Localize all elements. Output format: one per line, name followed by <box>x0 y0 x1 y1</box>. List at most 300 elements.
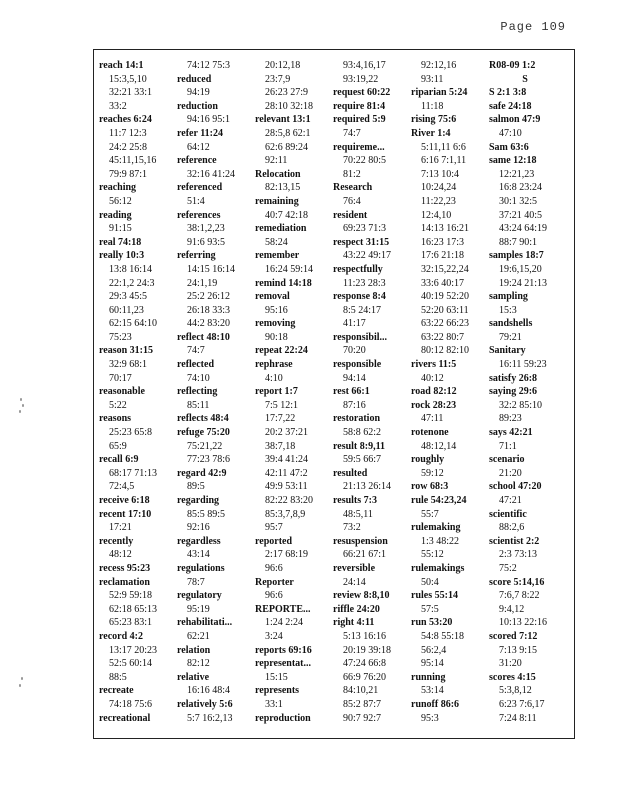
index-entry-ref: 44:2 83:20 <box>187 318 231 330</box>
index-entry-ref: 38:7,18 <box>265 440 296 452</box>
index-entry-ref: 88:5 <box>109 671 127 683</box>
index-entry-ref: 73:2 <box>343 522 361 534</box>
index-entry-ref: 23:7,9 <box>265 73 291 85</box>
index-entry-ref: 89:5 <box>187 481 205 493</box>
index-entry-ref: 92:11 <box>265 155 288 167</box>
index-entry-ref: 43:24 64:19 <box>499 223 548 235</box>
index-column-1 <box>99 59 177 739</box>
index-entry-term: running <box>411 671 446 683</box>
index-entry-ref: 32:9 68:1 <box>109 359 148 371</box>
index-entry-term: reflected <box>177 359 215 371</box>
index-entry-ref: 14:15 16:14 <box>187 263 236 275</box>
index-entry-term: reasons <box>99 413 132 425</box>
index-entry-ref: 58:24 <box>265 236 288 248</box>
index-entry-ref: 95:7 <box>265 522 283 534</box>
index-entry-ref: 52:9 59:18 <box>109 590 153 602</box>
index-entry-ref: 17:7,22 <box>265 413 296 425</box>
index-entry-ref: 13:17 20:23 <box>109 644 158 656</box>
index-entry-term: relative <box>177 671 210 683</box>
index-column-3 <box>255 59 333 739</box>
index-entry-term: right 4:11 <box>333 617 375 629</box>
index-entry-ref: 93:4,16,17 <box>343 60 386 71</box>
index-entry-ref: 88:7 90:1 <box>499 236 538 248</box>
index-entry-ref: 62:18 65:13 <box>109 603 158 615</box>
index-entry-term: rotenone <box>411 427 449 439</box>
index-entry-ref: 96:6 <box>265 590 283 602</box>
index-entry-term: rulemaking <box>411 522 461 534</box>
index-entry-ref: 85:3,7,8,9 <box>265 508 306 520</box>
index-entry-ref: 50:4 <box>421 576 439 588</box>
index-entry-term: references <box>177 209 221 221</box>
index-entry-ref: 52:20 63:11 <box>421 304 469 316</box>
index-entry-ref: 71:1 <box>499 440 517 452</box>
index-entry-ref: 28:5,8 62:1 <box>265 127 311 139</box>
index-entry-term: removal <box>255 291 290 303</box>
index-entry-ref: 22:1,2 24:3 <box>109 277 155 289</box>
index-entry-ref: 74:12 75:3 <box>187 60 231 71</box>
index-entry-ref: 56:2,4 <box>421 644 447 656</box>
index-entry-term: request 60:22 <box>333 87 391 99</box>
index-entry-ref: 95:14 <box>421 658 444 670</box>
index-entry-ref: 11:23 28:3 <box>343 277 386 289</box>
index-entry-term: relevant 13:1 <box>255 114 311 126</box>
index-entry-term: rehabilitati... <box>177 617 233 629</box>
scan-speck <box>21 677 23 680</box>
index-entry-ref: 94:14 <box>343 372 366 384</box>
index-entry-term: R08-09 1:2 <box>489 60 536 71</box>
index-entry-ref: 19:24 21:13 <box>499 277 548 289</box>
index-entry-ref: 78:7 <box>187 576 205 588</box>
index-entry-term: saying 29:6 <box>489 386 538 398</box>
index-entry-ref: 5:7 16:2,13 <box>187 712 233 724</box>
index-entry-term: refer 11:24 <box>177 127 224 139</box>
scan-speck <box>19 410 21 413</box>
index-entry-term: sandshells <box>489 318 533 330</box>
index-entry-ref: 95:3 <box>421 712 439 724</box>
index-entry-term: salmon 47:9 <box>489 114 541 126</box>
index-entry-term: rock 28:23 <box>411 399 457 411</box>
index-entry-term: remind 14:18 <box>255 277 312 289</box>
index-entry-term: school 47:20 <box>489 481 542 493</box>
index-entry-ref: 62:6 89:24 <box>265 141 309 153</box>
index-entry-term: recent 17:10 <box>99 508 152 520</box>
index-entry-term: REPORTE... <box>255 603 311 615</box>
index-entry-ref: 5:22 <box>109 399 127 411</box>
index-entry-term: runoff 86:6 <box>411 698 460 710</box>
index-entry-ref: 30:1 32:5 <box>499 195 538 207</box>
index-entry-term: response 8:4 <box>333 291 386 303</box>
index-entry-ref: 11:18 <box>421 100 444 112</box>
index-entry-term: satisfy 26:8 <box>489 372 538 384</box>
index-entry-ref: 40:12 <box>421 372 444 384</box>
index-entry-ref: 56:12 <box>109 195 132 207</box>
index-entry-term: rulemakings <box>411 562 465 574</box>
index-entry-term: reclamation <box>99 576 150 588</box>
index-entry-ref: 58:8 62:2 <box>343 427 382 439</box>
index-entry-term: resulted <box>333 467 368 479</box>
index-entry-ref: 7:13 9:15 <box>499 644 538 656</box>
index-entry-ref: 25:23 65:8 <box>109 427 153 439</box>
index-entry-term: require 81:4 <box>333 100 386 112</box>
index-entry-term: really 10:3 <box>99 250 145 262</box>
index-entry-ref: 75:2 <box>499 562 517 574</box>
index-entry-term: rule 54:23,24 <box>411 495 467 506</box>
index-entry-ref: 47:21 <box>499 495 522 506</box>
index-entry-term: scenario <box>489 454 525 466</box>
index-entry-ref: 29:3 45:5 <box>109 291 148 303</box>
index-entry-ref: 57:5 <box>421 603 439 615</box>
index-entry-ref: 32:2 85:10 <box>499 399 543 411</box>
index-entry-term: samples 18:7 <box>489 250 544 262</box>
index-entry-ref: 41:17 <box>343 318 366 330</box>
index-entry-ref: 59:12 <box>421 467 444 479</box>
index-entry-ref: 11:22,23 <box>421 195 456 207</box>
index-entry-term: reading <box>99 209 132 221</box>
index-entry-term: reach 14:1 <box>99 60 144 71</box>
index-entry-ref: 77:23 78:6 <box>187 454 231 466</box>
index-entry-ref: 21:20 <box>499 467 522 479</box>
index-entry-term: referring <box>177 250 216 262</box>
index-entry-ref: 37:21 40:5 <box>499 209 543 221</box>
index-entry-term: rules 55:14 <box>411 590 458 602</box>
index-entry-ref: 68:17 71:13 <box>109 467 158 479</box>
index-entry-ref: 1:3 48:22 <box>421 535 460 547</box>
index-entry-term: reflects 48:4 <box>177 413 229 425</box>
index-entry-ref: 5:3,8,12 <box>499 685 532 697</box>
index-entry-ref: 16:11 59:23 <box>499 359 547 371</box>
index-entry-term: reasonable <box>99 386 145 398</box>
index-entry-term: relatively 5:6 <box>177 698 233 710</box>
scan-speck <box>20 398 22 401</box>
index-entry-term: Relocation <box>255 168 301 180</box>
index-entry-ref: 33:1 <box>265 698 283 710</box>
index-entry-term: receive 6:18 <box>99 495 150 506</box>
index-entry-ref: 19:6,15,20 <box>499 263 542 275</box>
index-entry-ref: 74:7 <box>343 127 361 139</box>
index-entry-term: respectfully <box>333 263 383 275</box>
index-column-2 <box>177 59 255 739</box>
index-entry-ref: 92:16 <box>187 522 210 534</box>
index-entry-ref: 48:12,14 <box>421 440 457 452</box>
index-entry-ref: 9:4,12 <box>499 603 525 615</box>
scan-speck <box>22 404 24 407</box>
index-entry-term: riparian 5:24 <box>411 87 468 99</box>
index-entry-term: responsibil... <box>333 331 387 343</box>
index-entry-term: represents <box>255 685 300 697</box>
index-entry-ref: 8:5 24:17 <box>343 304 382 316</box>
index-entry-ref: 7:6,7 8:22 <box>499 590 540 602</box>
index-entry-term: review 8:8,10 <box>333 590 390 602</box>
index-entry-ref: 85:2 87:7 <box>343 698 382 710</box>
index-entry-ref: 84:10,21 <box>343 685 379 697</box>
index-entry-term: report 1:7 <box>255 386 298 398</box>
index-entry-term: Sam 63:6 <box>489 141 529 153</box>
index-entry-ref: 5:13 16:16 <box>343 630 387 642</box>
index-entry-term: recreational <box>99 712 151 724</box>
index-entry-ref: 15:3,5,10 <box>109 73 147 85</box>
index-entry-term: score 5:14,16 <box>489 576 545 588</box>
index-entry-term: remember <box>255 250 300 262</box>
index-entry-ref: 66:9 76:20 <box>343 671 387 683</box>
index-entry-ref: 7:5 12:1 <box>265 399 299 411</box>
index-entry-ref: 64:12 <box>187 141 210 153</box>
index-entry-term: rivers 11:5 <box>411 359 457 371</box>
index-entry-ref: 48:5,11 <box>343 508 373 520</box>
index-entry-ref: 20:2 37:21 <box>265 427 309 439</box>
index-entry-term: River 1:4 <box>411 127 451 139</box>
index-entry-ref: 63:22 80:7 <box>421 331 465 343</box>
index-entry-term: Reporter <box>255 576 294 588</box>
index-entry-ref: 85:5 89:5 <box>187 508 226 520</box>
index-entry-ref: 26:23 27:9 <box>265 87 309 99</box>
index-entry-term: remaining <box>255 195 299 207</box>
index-entry-term: says 42:21 <box>489 427 533 439</box>
index-entry-ref: 66:21 67:1 <box>343 549 387 561</box>
index-entry-ref: 2:3 73:13 <box>499 549 538 561</box>
index-entry-ref: 52:5 60:14 <box>109 658 153 670</box>
index-entry-ref: 48:12 <box>109 549 132 561</box>
index-entry-ref: 3:24 <box>265 630 283 642</box>
index-entry-ref: 13:8 16:14 <box>109 263 153 275</box>
index-entry-term: resident <box>333 209 368 221</box>
index-entry-term: sampling <box>489 291 528 303</box>
index-entry-term: reversible <box>333 562 376 574</box>
index-entry-ref: 91:6 93:5 <box>187 236 226 248</box>
index-entry-ref: 63:22 66:23 <box>421 318 470 330</box>
index-entry-ref: 38:1,2,23 <box>187 223 225 235</box>
index-entry-ref: 16:8 23:24 <box>499 182 543 194</box>
index-entry-term: removing <box>255 318 296 330</box>
index-column-6 <box>489 59 567 739</box>
index-entry-term: row 68:3 <box>411 481 449 493</box>
index-entry-term: remediation <box>255 223 307 235</box>
index-entry-ref: 6:23 7:6,17 <box>499 698 545 710</box>
index-entry-ref: 11:7 12:3 <box>109 127 147 139</box>
index-entry-term: scientist 2:2 <box>489 535 540 547</box>
index-entry-term: scores 4:15 <box>489 671 536 683</box>
index-entry-ref: 69:23 71:3 <box>343 223 387 235</box>
index-entry-term: reproduction <box>255 712 311 724</box>
index-entry-ref: 75:23 <box>109 331 132 343</box>
index-entry-ref: 70:22 80:5 <box>343 155 387 167</box>
index-entry-term: regard 42:9 <box>177 467 227 479</box>
index-entry-term: regardless <box>177 535 221 547</box>
index-entry-ref: 54:8 55:18 <box>421 630 465 642</box>
index-entry-term: reaching <box>99 182 137 194</box>
index-entry-ref: 82:13,15 <box>265 182 301 194</box>
index-entry-term: reference <box>177 155 217 167</box>
index-entry-ref: 15:3 <box>499 304 517 316</box>
index-entry-ref: 74:7 <box>187 345 205 357</box>
index-entry-ref: 43:22 49:17 <box>343 250 392 262</box>
index-entry-ref: 79:21 <box>499 331 522 343</box>
index-entry-term: recreate <box>99 685 134 697</box>
index-entry-term: reason 31:15 <box>99 345 153 357</box>
index-entry-term: rephrase <box>255 359 293 371</box>
index-entry-term: respect 31:15 <box>333 236 390 248</box>
index-entry-term: relation <box>177 644 211 656</box>
index-entry-ref: 72:4,5 <box>109 481 135 493</box>
index-entry-term: representat... <box>255 658 312 670</box>
index-entry-ref: 33:6 40:17 <box>421 277 465 289</box>
index-entry-ref: 1:24 2:24 <box>265 617 304 629</box>
index-entry-ref: 75:21,22 <box>187 440 223 452</box>
index-entry-ref: 25:2 26:12 <box>187 291 231 303</box>
index-entry-ref: 24:2 25:8 <box>109 141 148 153</box>
index-entry-ref: 70:17 <box>109 372 132 384</box>
index-entry-ref: 96:6 <box>265 562 283 574</box>
index-entry-ref: 95:16 <box>265 304 288 316</box>
index-entry-ref: 26:18 33:3 <box>187 304 231 316</box>
index-entry-ref: 40:7 42:18 <box>265 209 309 221</box>
index-entry-term: road 82:12 <box>411 386 457 398</box>
index-entry-ref: 76:4 <box>343 195 361 207</box>
scan-speck <box>19 684 21 687</box>
index-entry-ref: 15:15 <box>265 671 288 683</box>
index-entry-ref: 42:11 47:2 <box>265 467 308 479</box>
index-entry-ref: 31:20 <box>499 658 522 670</box>
index-entry-ref: 55:12 <box>421 549 444 561</box>
index-entry-ref: 59:5 66:7 <box>343 454 382 466</box>
index-entry-ref: 65:9 <box>109 440 127 452</box>
index-entry-ref: 85:11 <box>187 399 210 411</box>
index-entry-ref: 4:10 <box>265 372 283 384</box>
index-entry-ref: 92:12,16 <box>421 60 457 71</box>
index-entry-ref: 93:19,22 <box>343 73 379 85</box>
index-entry-term: reaches 6:24 <box>99 114 152 126</box>
index-entry-term: regulations <box>177 562 225 574</box>
index-entry-ref: 17:21 <box>109 522 132 534</box>
index-entry-term: Research <box>333 182 373 194</box>
index-entry-ref: 6:16 7:1,11 <box>421 155 467 167</box>
index-entry-ref: 47:11 <box>421 413 444 425</box>
index-entry-term: same 12:18 <box>489 155 537 167</box>
index-entry-ref: 10:24,24 <box>421 182 457 194</box>
index-entry-ref: 16:16 48:4 <box>187 685 231 697</box>
index-entry-ref: 10:13 22:16 <box>499 617 548 629</box>
index-entry-ref: 95:19 <box>187 603 210 615</box>
index-entry-term: requireme... <box>333 141 385 153</box>
index-entry-ref: 91:15 <box>109 223 132 235</box>
index-entry-ref: 21:13 26:14 <box>343 481 392 493</box>
index-entry-ref: 53:14 <box>421 685 444 697</box>
index-entry-ref: 17:6 21:18 <box>421 250 465 262</box>
index-entry-term: reflecting <box>177 386 218 398</box>
index-entry-term: required 5:9 <box>333 114 386 126</box>
index-entry-ref: 89:23 <box>499 413 522 425</box>
index-entry-ref: 74:18 75:6 <box>109 698 153 710</box>
index-entry-ref: 16:23 17:3 <box>421 236 465 248</box>
index-entry-term: reported <box>255 535 293 547</box>
index-entry-ref: 87:16 <box>343 399 366 411</box>
index-entry-ref: 93:11 <box>421 73 444 85</box>
index-entry-ref: 5:11,11 6:6 <box>421 141 466 153</box>
index-entry-ref: 70:20 <box>343 345 366 357</box>
index-entry-ref: 14:13 16:21 <box>421 223 470 235</box>
index-entry-ref: 7:24 8:11 <box>499 712 537 724</box>
index-entry-ref: 51:4 <box>187 195 205 207</box>
index-entry-term: recess 95:23 <box>99 562 151 574</box>
index-entry-ref: 2:17 68:19 <box>265 549 309 561</box>
index-entry-ref: 94:19 <box>187 87 210 99</box>
index-column-5 <box>411 59 489 739</box>
page-number: Page 109 <box>500 20 566 34</box>
index-entry-term: Sanitary <box>489 345 526 357</box>
index-entry-ref: 7:13 10:4 <box>421 168 460 180</box>
index-entry-term: reflect 48:10 <box>177 331 230 343</box>
index-entry-term: repeat 22:24 <box>255 345 308 357</box>
index-entry-term: restoration <box>333 413 381 425</box>
index-entry-ref: 16:24 59:14 <box>265 263 314 275</box>
index-entry-ref: 55:7 <box>421 508 439 520</box>
index-entry-ref: 32:15,22,24 <box>421 263 469 275</box>
index-entry-term: real 74:18 <box>99 236 142 248</box>
index-entry-term: regulatory <box>177 590 222 602</box>
index-entry-term: safe 24:18 <box>489 100 532 112</box>
index-entry-ref: 12:21,23 <box>499 168 535 180</box>
index-entry-term: recall 6:9 <box>99 454 139 466</box>
index-entry-term: reports 69:16 <box>255 644 312 656</box>
index-entry-ref: 82:12 <box>187 658 210 670</box>
index-entry-term: S 2:1 3:8 <box>489 87 527 99</box>
index-entry-ref: 32:16 41:24 <box>187 168 236 180</box>
index-entry-term: scientific <box>489 508 527 520</box>
index-entry-ref: 80:12 82:10 <box>421 345 470 357</box>
index-entry-ref: 33:2 <box>109 100 127 112</box>
index-entry-ref: 94:16 95:1 <box>187 114 231 126</box>
index-entry-term: resuspension <box>333 535 388 547</box>
index-entry-ref: 45:11,15,16 <box>109 155 157 167</box>
index-entry-term: rising 75:6 <box>411 114 457 126</box>
index-entry-ref: 90:7 92:7 <box>343 712 382 724</box>
index-entry-ref: 88:2,6 <box>499 522 525 534</box>
index-entry-ref: 39:4 41:24 <box>265 454 309 466</box>
index-entry-ref: 49:9 53:11 <box>265 481 308 493</box>
index-entry-ref: 24:14 <box>343 576 366 588</box>
index-entry-term: refuge 75:20 <box>177 427 230 439</box>
index-entry-ref: 24:1,19 <box>187 277 218 289</box>
section-letter: S <box>522 73 528 85</box>
index-entry-term: roughly <box>411 454 445 466</box>
index-entry-ref: 60:11,23 <box>109 304 144 316</box>
index-entry-term: referenced <box>177 182 223 194</box>
index-entry-ref: 90:18 <box>265 331 288 343</box>
index-entry-term: result 8:9,11 <box>333 440 386 452</box>
index-entry-ref: 74:10 <box>187 372 210 384</box>
index-entry-ref: 47:10 <box>499 127 522 139</box>
index-entry-term: riffle 24:20 <box>333 603 380 615</box>
index-entry-ref: 65:23 83:1 <box>109 617 153 629</box>
index-entry-ref: 62:21 <box>187 630 210 642</box>
index-entry-term: scored 7:12 <box>489 630 538 642</box>
index-entry-ref: 81:2 <box>343 168 361 180</box>
index-entry-term: rest 66:1 <box>333 386 370 398</box>
index-entry-term: reduced <box>177 73 212 85</box>
index-entry-ref: 28:10 32:18 <box>265 100 314 112</box>
index-entry-ref: 79:9 87:1 <box>109 168 148 180</box>
index-entry-ref: 47:24 66:8 <box>343 658 387 670</box>
index-entry-term: reduction <box>177 100 218 112</box>
index-entry-ref: 43:14 <box>187 549 210 561</box>
index-entry-ref: 12:4,10 <box>421 209 452 221</box>
index-entry-term: results 7:3 <box>333 495 377 506</box>
index-entry-ref: 20:12,18 <box>265 60 301 71</box>
index-column-4 <box>333 59 411 739</box>
index-entry-ref: 82:22 83:20 <box>265 495 314 506</box>
index-entry-ref: 20:19 39:18 <box>343 644 392 656</box>
index-entry-ref: 32:21 33:1 <box>109 87 153 99</box>
index-entry-ref: 40:19 52:20 <box>421 291 470 303</box>
